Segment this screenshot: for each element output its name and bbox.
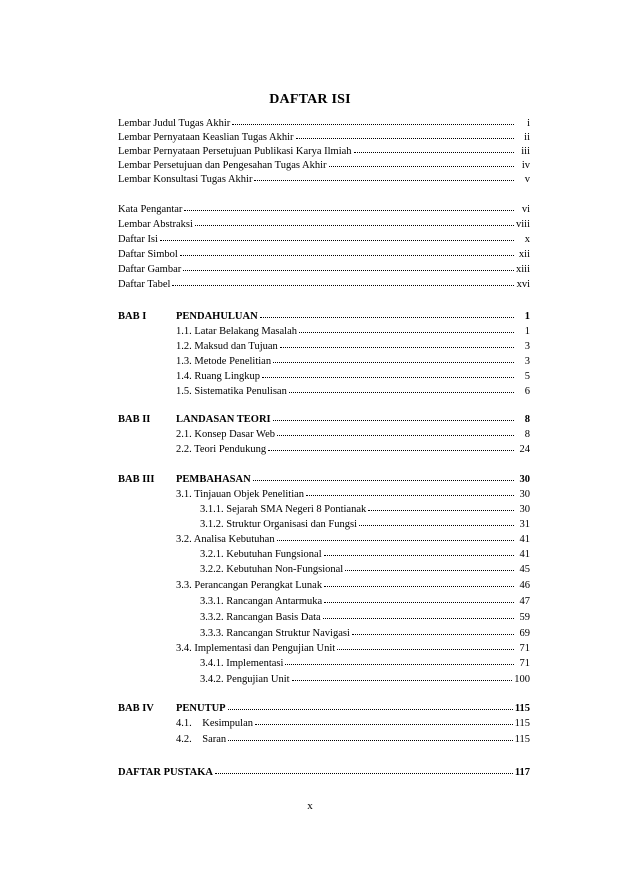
toc-entry[interactable] [118, 173, 530, 187]
leader-dots [306, 494, 514, 496]
toc-subentry[interactable] [176, 733, 530, 747]
leader-dots [285, 663, 514, 665]
toc-entry-label: Lembar Judul Tugas Akhir [118, 118, 231, 129]
toc-entry-page: 41 [519, 534, 530, 545]
toc-entry[interactable] [118, 278, 530, 292]
toc-subentry[interactable] [200, 563, 530, 577]
toc-subentry[interactable] [200, 611, 530, 625]
leader-dots [354, 151, 514, 153]
toc-entry[interactable] [118, 131, 530, 145]
toc-entry-label: 1.3. Metode Penelitian [176, 356, 272, 367]
toc-entry-page: 31 [519, 519, 530, 530]
toc-subentry[interactable] [200, 673, 530, 687]
toc-subentry[interactable] [200, 627, 530, 641]
toc-entry-page: 69 [519, 628, 530, 639]
toc-entry-page: 47 [519, 596, 530, 607]
toc-entry-page: 1 [524, 326, 530, 337]
toc-subentry[interactable] [200, 657, 530, 671]
leader-dots [160, 239, 514, 241]
toc-entry[interactable] [118, 159, 530, 173]
toc-entry-page: ii [524, 132, 530, 143]
toc-subentry[interactable] [176, 340, 530, 354]
chapter-page: 115 [514, 703, 530, 714]
toc-entry-page: viii [515, 219, 530, 230]
toc-entry[interactable] [118, 203, 530, 217]
toc-entry-page: x [524, 234, 530, 245]
chapter-title: PENDAHULUAN [176, 311, 258, 322]
toc-entry[interactable] [118, 117, 530, 131]
toc-entry[interactable] [118, 145, 530, 159]
leader-dots [289, 391, 514, 393]
toc-entry-label: DAFTAR PUSTAKA [118, 767, 213, 778]
toc-entry-page: 5 [524, 371, 530, 382]
toc-entry-label: 3.2.2. Kebutuhan Non-Fungsional [200, 564, 344, 575]
toc-entry-page: xii [518, 249, 530, 260]
toc-entry-label: Kata Pengantar [118, 204, 183, 215]
toc-entry-page: 45 [519, 564, 530, 575]
toc-subentry[interactable] [176, 533, 530, 547]
leader-dots [323, 617, 514, 619]
toc-subentry[interactable] [176, 428, 530, 442]
leader-dots [262, 376, 514, 378]
toc-entry[interactable] [118, 263, 530, 277]
toc-entry-label: 3.3.2. Rancangan Basis Data [200, 612, 321, 623]
chapter-title: LANDASAN TEORI [176, 414, 271, 425]
chapter-number: BAB I [118, 311, 147, 322]
toc-entry-label: 3.3. Perancangan Perangkat Lunak [176, 580, 323, 591]
leader-dots [292, 679, 513, 681]
toc-entry-label: 2.1. Konsep Dasar Web [176, 429, 275, 440]
chapter-page: 1 [524, 311, 530, 322]
toc-entry-label: Lembar Abstraksi [118, 219, 193, 230]
toc-entry-page: 100 [514, 674, 530, 685]
toc-entry-label: 3.4.2. Pengujian Unit [200, 674, 290, 685]
toc-entry-label: Daftar Gambar [118, 264, 182, 275]
toc-entry-page: iii [521, 146, 530, 157]
toc-entry-page: iv [521, 160, 530, 171]
toc-entry-page: i [527, 118, 530, 129]
chapter-number: BAB IV [118, 703, 154, 714]
toc-entry-page: 41 [519, 549, 530, 560]
leader-dots [277, 539, 514, 541]
toc-entry-label: 3.4. Implementasi dan Pengujian Unit [176, 643, 336, 654]
toc-entry[interactable] [118, 248, 530, 262]
leader-dots [215, 772, 513, 774]
leader-dots [172, 284, 514, 286]
leader-dots [260, 316, 514, 318]
leader-dots [232, 123, 514, 125]
toc-entry-label: 1.5. Sistematika Penulisan [176, 386, 287, 397]
toc-subentry[interactable] [176, 385, 530, 399]
bibliography-entry[interactable] [118, 766, 530, 780]
leader-dots [359, 524, 514, 526]
toc-subentry[interactable] [176, 579, 530, 593]
toc-entry-page: v [524, 174, 530, 185]
toc-entry-page: 24 [519, 444, 530, 455]
toc-entry-page: 3 [524, 341, 530, 352]
toc-entry-page: xvi [516, 279, 530, 290]
toc-subentry[interactable] [176, 370, 530, 384]
leader-dots [299, 331, 514, 333]
toc-entry-label: Daftar Tabel [118, 279, 171, 290]
leader-dots [324, 585, 514, 587]
leader-dots [184, 209, 514, 211]
toc-entry-label: Lembar Konsultasi Tugas Akhir [118, 174, 253, 185]
chapter-page: 8 [524, 414, 530, 425]
toc-entry-label: 1.2. Maksud dan Tujuan [176, 341, 278, 352]
toc-entry-label: 1.1. Latar Belakang Masalah [176, 326, 297, 337]
toc-subentry[interactable] [200, 548, 530, 562]
toc-entry-label: 3.4.1. Implementasi [200, 658, 284, 669]
leader-dots [273, 361, 514, 363]
leader-dots [352, 633, 514, 635]
toc-subentry[interactable] [176, 488, 530, 502]
toc-subentry[interactable] [176, 325, 530, 339]
chapter-number: BAB III [118, 474, 155, 485]
toc-entry-page: xiii [515, 264, 530, 275]
toc-entry-label: Lembar Persetujuan dan Pengesahan Tugas Akhir [118, 160, 327, 171]
toc-entry-page: 46 [519, 580, 530, 591]
chapter-title: PEMBAHASAN [176, 474, 251, 485]
leader-dots [253, 479, 514, 481]
toc-entry-page: 30 [519, 489, 530, 500]
toc-entry-page: 71 [519, 658, 530, 669]
toc-entry-label: Lembar Pernyataan Keaslian Tugas Akhir [118, 132, 294, 143]
leader-dots [183, 269, 514, 271]
toc-entry-label: 4.1. Kesimpulan [176, 718, 253, 729]
chapter-title: PENUTUP [176, 703, 226, 714]
toc-subentry[interactable] [176, 443, 530, 457]
chapter-heading[interactable] [118, 413, 530, 427]
toc-entry-label: 1.4. Ruang Lingkup [176, 371, 260, 382]
toc-entry-label: 4.2. Saran [176, 734, 227, 745]
leader-dots [296, 137, 514, 139]
toc-entry-page: 30 [519, 504, 530, 515]
toc-entry-page: 71 [519, 643, 530, 654]
toc-subentry[interactable] [200, 595, 530, 609]
page-title: DAFTAR ISI [269, 92, 351, 107]
leader-dots [324, 601, 514, 603]
chapter-number: BAB II [118, 414, 151, 425]
leader-dots [195, 224, 514, 226]
chapter-heading[interactable] [118, 702, 530, 716]
toc-entry-label: 3.1.1. Sejarah SMA Negeri 8 Pontianak [200, 504, 367, 515]
toc-entry-page: 59 [519, 612, 530, 623]
toc-entry-page: 115 [514, 718, 530, 729]
leader-dots [280, 346, 514, 348]
toc-entry-label: 3.1. Tinjauan Objek Penelitian [176, 489, 305, 500]
toc-subentry[interactable] [200, 503, 530, 517]
leader-dots [277, 434, 514, 436]
leader-dots [345, 569, 514, 571]
toc-subentry[interactable] [176, 642, 530, 656]
toc-entry-label: 3.2.1. Kebutuhan Fungsional [200, 549, 322, 560]
leader-dots [180, 254, 514, 256]
toc-entry-label: 3.3.1. Rancangan Antarmuka [200, 596, 323, 607]
toc-entry-page: 115 [514, 734, 530, 745]
toc-entry-label: Lembar Pernyataan Persetujuan Publikasi Karya Ilmiah [118, 146, 352, 157]
page-number: x [307, 800, 313, 812]
leader-dots [228, 708, 513, 710]
chapter-page: 30 [519, 474, 530, 485]
toc-entry-page: 8 [524, 429, 530, 440]
leader-dots [337, 648, 514, 650]
toc-subentry[interactable] [176, 355, 530, 369]
leader-dots [228, 739, 512, 741]
toc-entry-page: 3 [524, 356, 530, 367]
leader-dots [273, 419, 514, 421]
toc-entry-page: vi [521, 204, 530, 215]
toc-entry[interactable] [118, 218, 530, 232]
toc-entry[interactable] [118, 233, 530, 247]
leader-dots [268, 449, 514, 451]
leader-dots [329, 165, 514, 167]
toc-entry-page: 6 [524, 386, 530, 397]
leader-dots [254, 179, 514, 181]
leader-dots [368, 509, 514, 511]
toc-entry-label: 2.2. Teori Pendukung [176, 444, 267, 455]
toc-subentry[interactable] [200, 518, 530, 532]
toc-entry-label: 3.3.3. Rancangan Struktur Navigasi [200, 628, 350, 639]
toc-entry-label: 3.1.2. Struktur Organisasi dan Fungsi [200, 519, 358, 530]
leader-dots [324, 554, 514, 556]
toc-entry-label: Daftar Isi [118, 234, 158, 245]
toc-entry-label: 3.2. Analisa Kebutuhan [176, 534, 275, 545]
toc-entry-label: Daftar Simbol [118, 249, 178, 260]
chapter-heading[interactable] [118, 473, 530, 487]
chapter-heading[interactable] [118, 310, 530, 324]
leader-dots [255, 723, 513, 725]
toc-entry-page: 117 [514, 767, 530, 778]
toc-subentry[interactable] [176, 717, 530, 731]
